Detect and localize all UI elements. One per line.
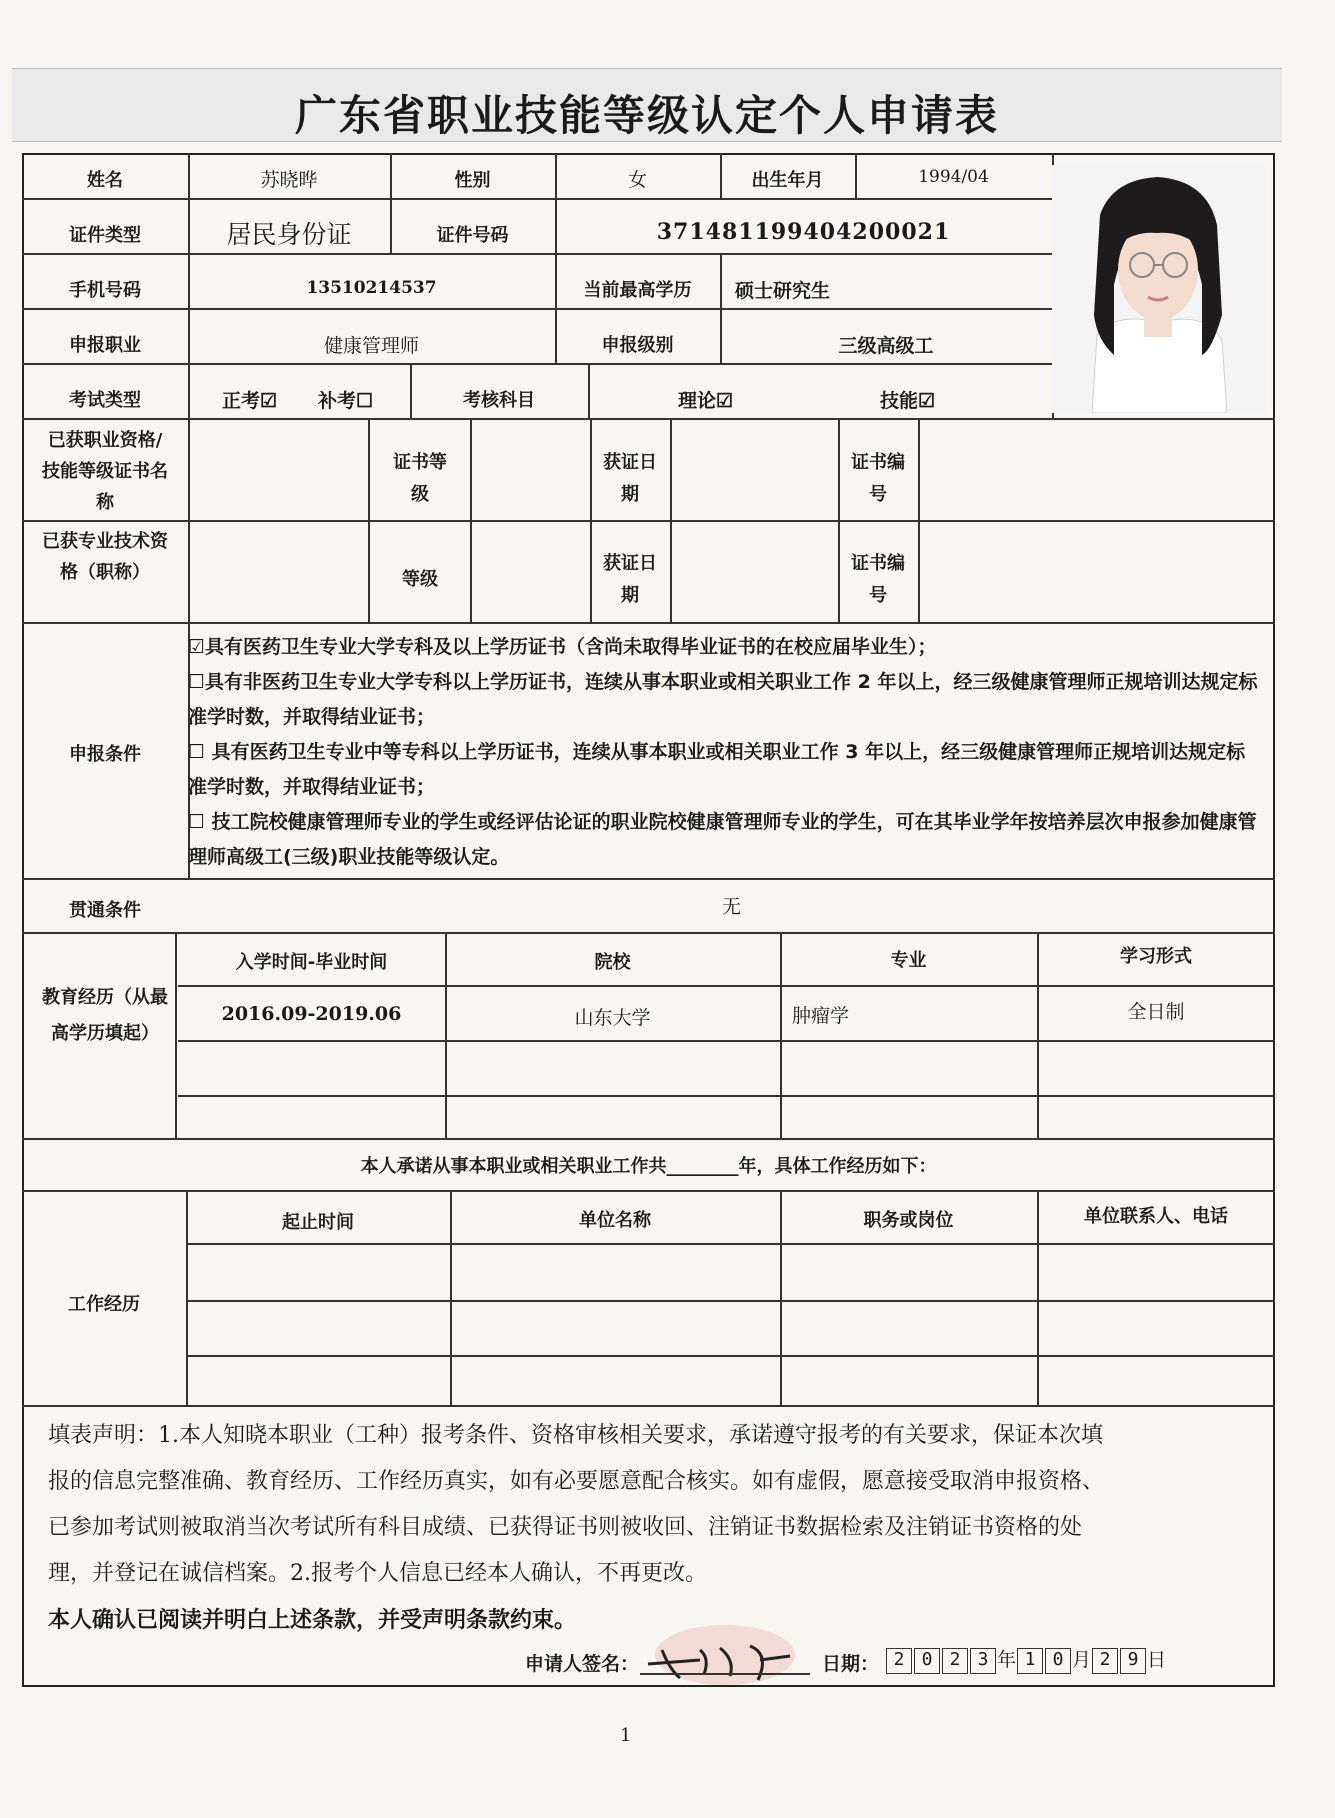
technical-title-label: 已获专业技术资格（职称） <box>42 531 168 583</box>
id-number-label: 证件号码 <box>436 225 509 246</box>
theory-option: 理论☑ <box>678 390 734 412</box>
year-char: 年 <box>997 1649 1017 1671</box>
id-number-value: 371481199404200021 <box>656 219 951 245</box>
rule <box>22 418 1275 420</box>
rule <box>22 1190 1275 1192</box>
level-label: 申报级别 <box>601 335 674 356</box>
cert-level-label: 证书等级 <box>393 452 447 505</box>
education-mode: 全日制 <box>1127 1001 1185 1023</box>
occupation-label: 申报职业 <box>69 335 141 356</box>
condition-item: ☑具有医药卫生专业大学专科及以上学历证书（含尚未取得毕业证书的在校应届毕业生）； <box>188 636 937 658</box>
rule <box>590 418 592 622</box>
declaration-line: 已参加考试则被取消当次考试所有科目成绩、已获得证书则被收回、注销证书数据检索及注销证书资格的处 <box>48 1515 1083 1540</box>
rule <box>22 1138 1275 1140</box>
phone-value: 13510214537 <box>306 278 437 298</box>
work-header: 职务或岗位 <box>863 1210 954 1231</box>
rule <box>22 932 1275 934</box>
condition-item: ☐具有非医药卫生专业大学专科以上学历证书，连续从事本职业或相关职业工作 2 年以上，经三级健康管理师正规培训达规定标准学时数，并取得结业证书； <box>188 671 1258 728</box>
regular-exam-option: 正考☑ <box>222 390 278 412</box>
date-digit: 2 <box>942 1648 968 1674</box>
date-digit: 0 <box>1045 1648 1071 1674</box>
date-digit: 2 <box>1092 1648 1118 1674</box>
form-title: 广东省职业技能等级认定个人申请表 <box>294 91 999 140</box>
rule <box>22 1405 1275 1407</box>
rule <box>22 308 1052 310</box>
work-header: 起止时间 <box>282 1212 354 1233</box>
title-number-label: 证书编号 <box>851 553 905 606</box>
rule <box>22 622 1275 624</box>
cert-number-label: 证书编号 <box>851 452 905 505</box>
rule <box>178 1040 1275 1042</box>
education-label: 教育经历（从最高学历填起） <box>42 987 168 1044</box>
title-band <box>12 68 1282 142</box>
page-number: 1 <box>620 1725 632 1746</box>
rule <box>22 198 1052 200</box>
day-char: 日 <box>1147 1649 1167 1671</box>
date-label: 日期： <box>822 1653 880 1675</box>
id-type-value: 居民身份证 <box>226 220 352 249</box>
rule <box>670 418 672 622</box>
education-header: 学习形式 <box>1120 946 1192 967</box>
rule <box>22 253 1052 255</box>
vocational-cert-label: 已获职业资格/技能等级证书名称 <box>42 430 168 513</box>
date-digit: 1 <box>1017 1648 1043 1674</box>
date-digit: 2 <box>886 1648 912 1674</box>
education-school: 山东大学 <box>574 1007 651 1029</box>
name-label: 姓名 <box>87 170 123 191</box>
signature-line <box>640 1673 810 1675</box>
phone-label: 手机号码 <box>69 280 141 301</box>
education-level-label: 当前最高学历 <box>583 280 692 301</box>
exam-type-label: 考试类型 <box>69 390 141 411</box>
education-header: 专业 <box>890 950 927 971</box>
declaration-confirm: 本人确认已阅读并明白上述条款，并受声明条款约束。 <box>48 1607 577 1633</box>
rule <box>838 418 840 622</box>
education-level-value: 硕士研究生 <box>735 280 831 302</box>
name-value: 苏晓晔 <box>260 169 318 191</box>
rule <box>22 520 1275 522</box>
signature-label: 申请人签名： <box>525 1653 640 1675</box>
rule <box>918 418 920 622</box>
skill-option: 技能☑ <box>880 390 936 412</box>
applicant-photo <box>1052 165 1265 413</box>
conditions-label: 申报条件 <box>69 744 141 765</box>
work-header: 单位联系人、电话 <box>1084 1206 1228 1227</box>
rule <box>22 878 1275 880</box>
signature-mark <box>640 1620 820 1690</box>
work-label: 工作经历 <box>68 1294 140 1315</box>
declaration-line: 报的信息完整准确、教育经历、工作经历真实，如有必要愿意配合核实。如有虚假，愿意接受取消申报资格、 <box>48 1469 1105 1494</box>
education-major: 肿瘤学 <box>792 1005 850 1027</box>
date-digit: 0 <box>914 1648 940 1674</box>
education-header: 入学时间-毕业时间 <box>235 952 388 973</box>
rule <box>186 1300 1275 1302</box>
education-header: 院校 <box>594 952 631 973</box>
subject-label: 考核科目 <box>463 390 535 411</box>
date-digit: 3 <box>970 1648 996 1674</box>
condition-item: ☐ 技工院校健康管理师专业的学生或经评估论证的职业院校健康管理师专业的学生，可在其毕业学年按培养层次申报参加健康管理师高级工(三级)职业技能等级认定。 <box>188 811 1257 868</box>
level-value: 三级高级工 <box>838 335 934 357</box>
rule <box>186 1243 1275 1245</box>
date-field <box>885 1645 1166 1674</box>
through-value: 无 <box>721 896 741 918</box>
cert-date-label: 获证日期 <box>603 452 657 505</box>
rule <box>368 418 370 622</box>
birth-label: 出生年月 <box>751 170 824 191</box>
month-char: 月 <box>1072 1649 1092 1671</box>
makeup-exam-option: 补考☐ <box>318 390 374 412</box>
through-label: 贯通条件 <box>69 900 141 921</box>
rule <box>186 1355 1275 1357</box>
condition-item: ☐ 具有医药卫生专业中等专科以上学历证书，连续从事本职业或相关职业工作 3 年以上，经三级健康管理师正规培训达规定标准学时数，并取得结业证书； <box>188 741 1246 798</box>
declaration-line: 填表声明：1.本人知晓本职业（工种）报考条件、资格审核相关要求，承诺遵守报考的有关要求，保证本次填 <box>48 1423 1103 1448</box>
gender-label: 性别 <box>454 170 491 191</box>
title-date-label: 获证日期 <box>603 553 657 606</box>
rule <box>588 363 590 418</box>
work-promise: 本人承诺从事本职业或相关职业工作共________年，具体工作经历如下： <box>360 1156 937 1177</box>
rule <box>178 985 1275 987</box>
id-type-label: 证件类型 <box>69 225 141 246</box>
declaration-line: 理，并登记在诚信档案。2.报考个人信息已经本人确认，不再更改。 <box>48 1561 707 1586</box>
rule <box>178 1095 1275 1097</box>
work-header: 单位名称 <box>579 1210 651 1231</box>
birth-value: 1994/04 <box>918 167 989 187</box>
rule <box>175 932 177 1138</box>
occupation-value: 健康管理师 <box>323 335 419 357</box>
rule <box>470 418 472 622</box>
title-level-label: 等级 <box>402 569 438 590</box>
date-digit: 9 <box>1120 1648 1146 1674</box>
education-period: 2016.09-2019.06 <box>221 1003 402 1025</box>
rule <box>22 363 1052 365</box>
gender-value: 女 <box>627 169 647 191</box>
